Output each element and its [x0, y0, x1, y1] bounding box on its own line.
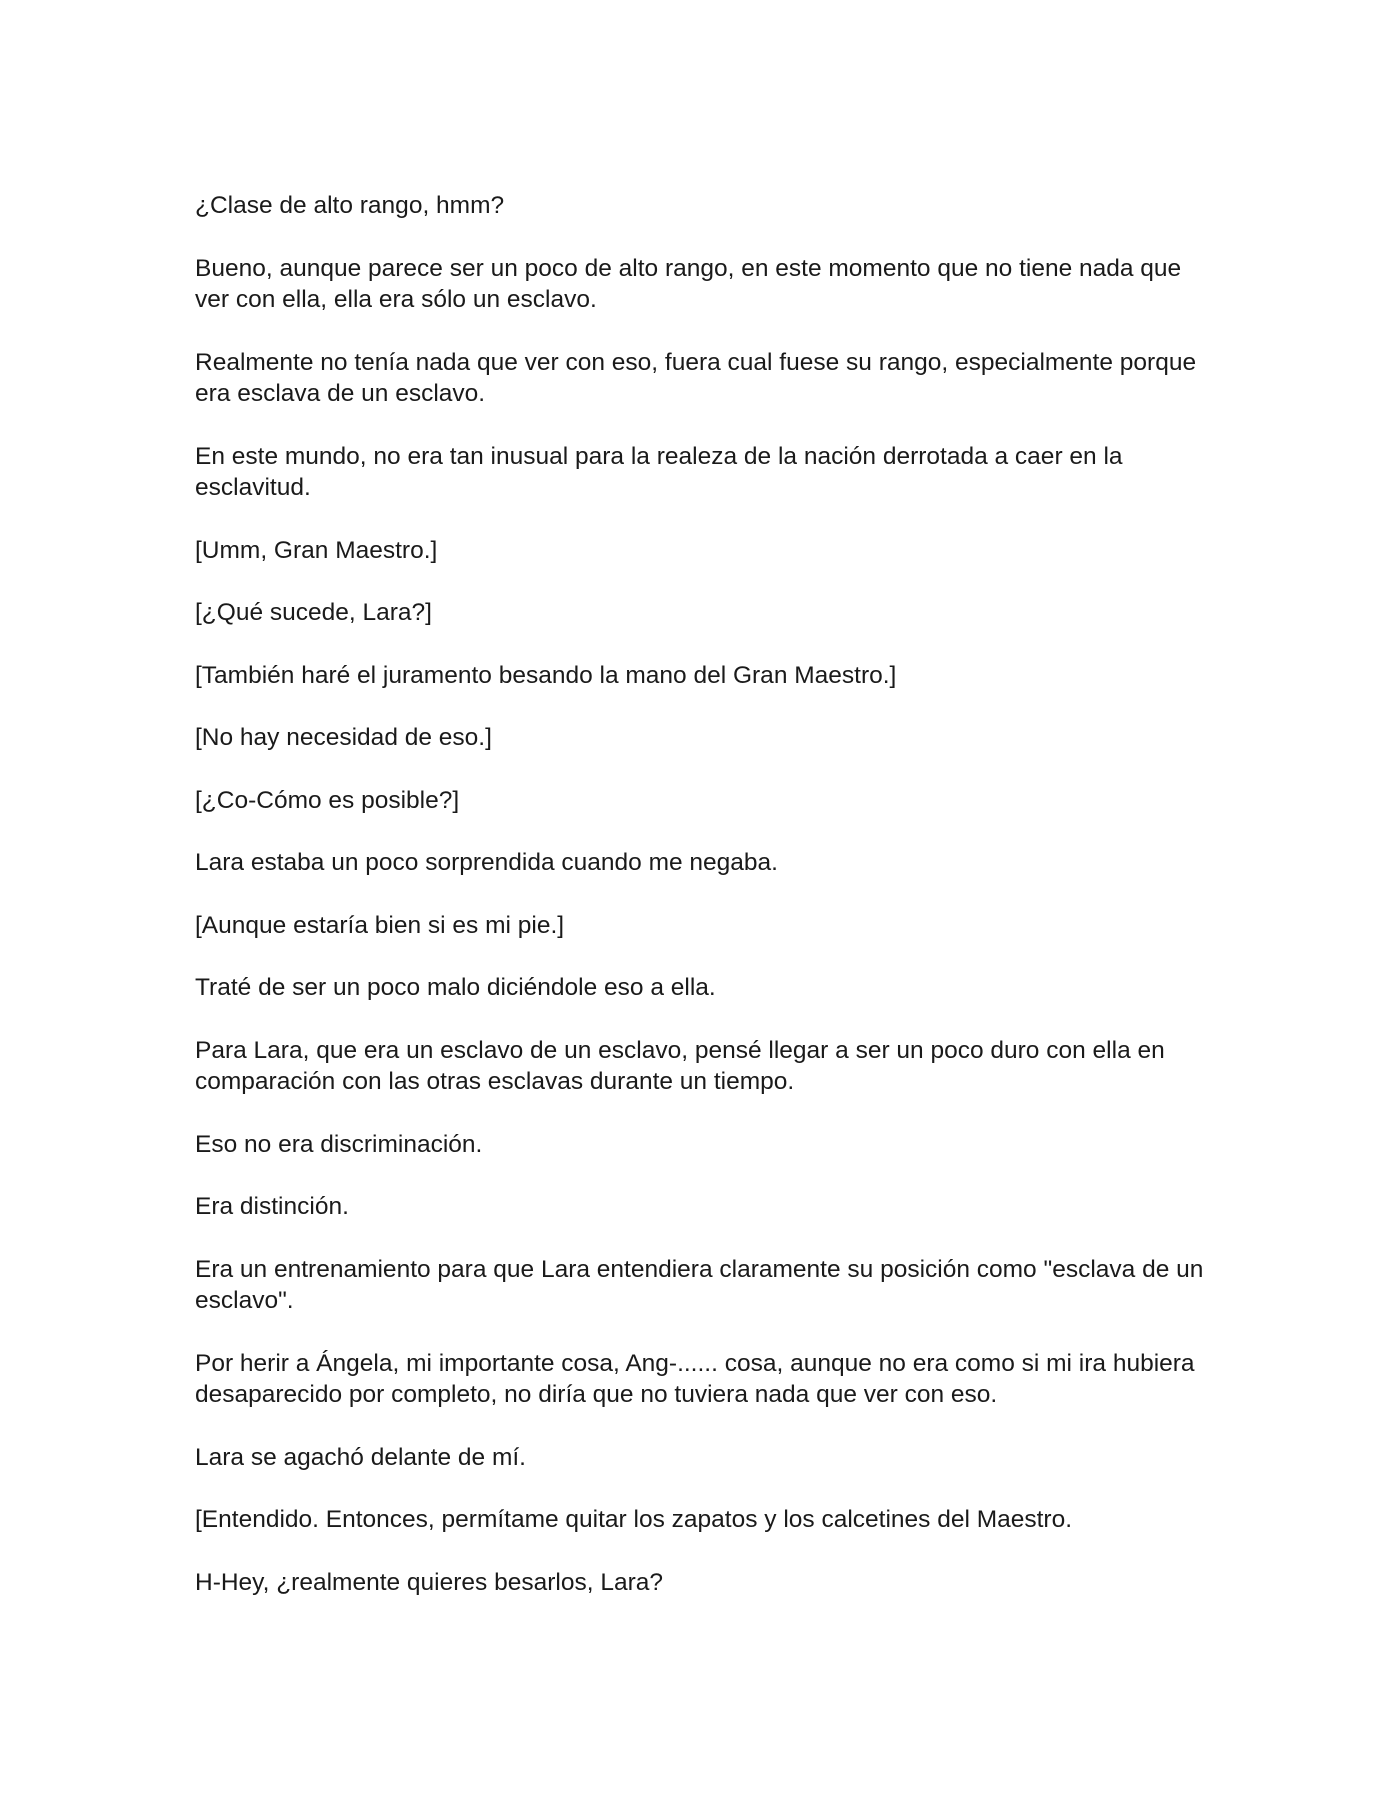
paragraph: [Umm, Gran Maestro.]: [195, 536, 438, 564]
paragraph: Lara estaba un poco sorprendida cuando me negaba.: [195, 849, 778, 876]
paragraph: ¿Clase de alto rango, hmm?: [195, 192, 505, 219]
paragraph: Eso no era discriminación.: [195, 1130, 483, 1158]
paragraph: [También haré el juramento besando la mano del Gran Maestro.]: [195, 661, 897, 689]
paragraph: Traté de ser un poco malo diciéndole eso a ella.: [195, 974, 716, 1001]
paragraph: Para Lara, que era un esclavo de un esclavo, pensé llegar a ser un poco duro con ella en comparación con las otras esclavas durante un tiempo.: [195, 1036, 1165, 1095]
paragraph: Bueno, aunque parece ser un poco de alto rango, en este momento que no tiene nada que ver con ella, ella era sólo un esclavo.: [195, 254, 1182, 313]
document-body: [195, 190, 1215, 1629]
paragraph: [¿Co-Cómo es posible?]: [195, 786, 460, 814]
paragraph: H-Hey, ¿realmente quieres besarlos, Lara?: [195, 1568, 663, 1596]
paragraph: En este mundo, no era tan inusual para la realeza de la nación derrotada a caer en la esclavitud.: [195, 442, 1123, 501]
paragraph: Lara se agachó delante de mí.: [195, 1443, 526, 1471]
paragraph: [Aunque estaría bien si es mi pie.]: [195, 911, 565, 939]
paragraph: Por herir a Ángela, mi importante cosa, Ang-...... cosa, aunque no era como si mi ira hubiera desaparecido por completo, no diría que no tuviera nada que ver con eso.: [195, 1349, 1195, 1408]
paragraph: [Entendido. Entonces, permítame quitar los zapatos y los calcetines del Maestro.: [195, 1506, 1073, 1533]
paragraph: [No hay necesidad de eso.]: [195, 724, 492, 751]
paragraph: [¿Qué sucede, Lara?]: [195, 599, 432, 626]
paragraph: Era un entrenamiento para que Lara entendiera claramente su posición como "esclava de un esclavo".: [195, 1255, 1204, 1314]
paragraph: Era distinción.: [195, 1193, 349, 1220]
paragraph: Realmente no tenía nada que ver con eso, fuera cual fuese su rango, especialmente porque era esclava de un esclavo.: [195, 348, 1197, 407]
